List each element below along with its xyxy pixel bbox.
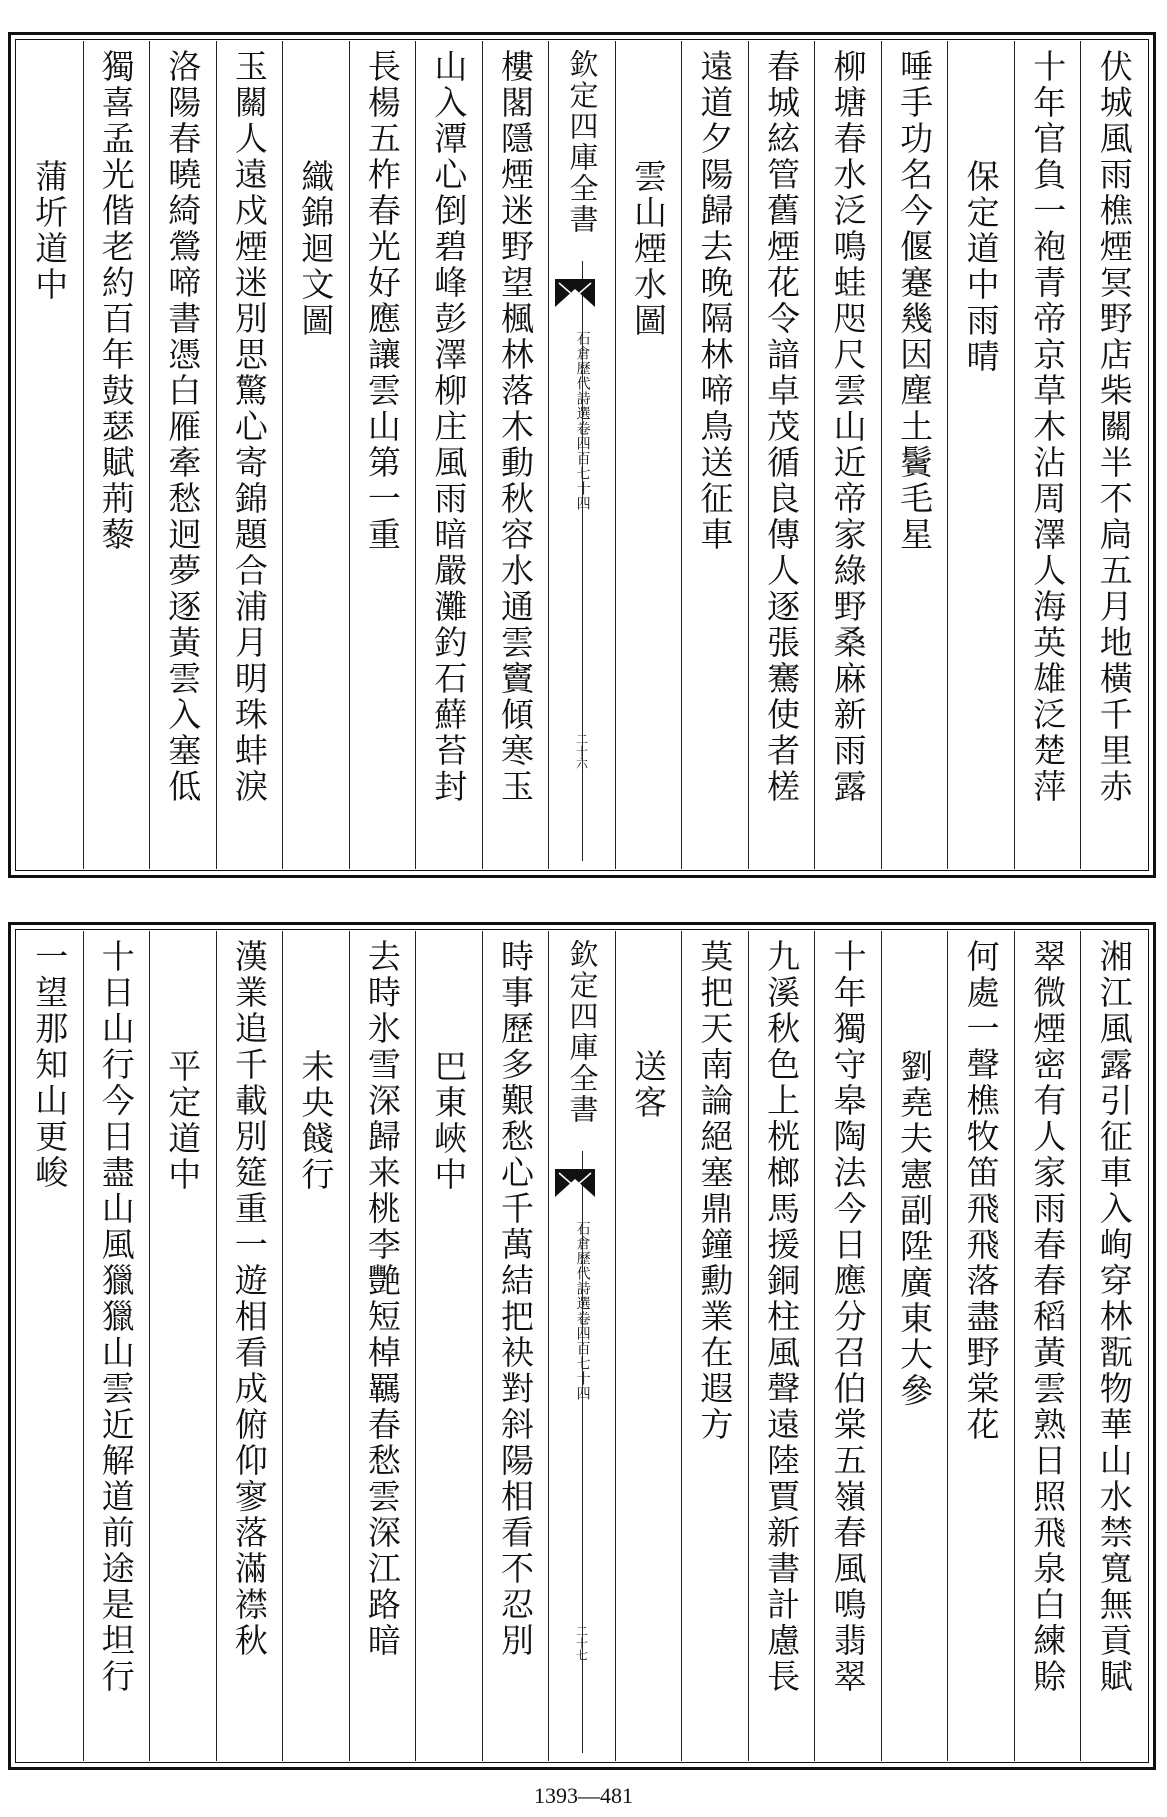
text-column xyxy=(749,931,816,1761)
poem-line: 九溪秋色上桄榔馬援銅柱風聲遠陸賈新書計慮長 xyxy=(762,939,802,1695)
text-column xyxy=(217,41,284,869)
text-column xyxy=(882,931,949,1761)
poem-line-continued: 何處一聲樵牧笛飛飛落盡野棠花 xyxy=(961,939,1001,1443)
volume-number: 卷四百七十四 xyxy=(574,421,591,511)
text-column xyxy=(350,41,417,869)
poem-line: 漢業追千載別筵重一遊相看成俯仰寥落滿襟秋 xyxy=(229,939,269,1659)
text-column xyxy=(682,41,749,869)
text-column xyxy=(150,931,217,1761)
poem-title: 保定道中雨晴 xyxy=(961,159,1001,375)
text-column xyxy=(217,931,284,1761)
text-column xyxy=(17,931,84,1761)
library-title: 欽定四庫全書 xyxy=(565,939,600,1125)
text-column xyxy=(483,931,550,1761)
poem-line: 湘江風露引征車入峋穿林翫物華山水禁寬無貢賦 xyxy=(1094,939,1134,1695)
poem-line: 伏城風雨樵煙冥野店柴關半不扃五月地橫千里赤 xyxy=(1094,49,1134,805)
poem-line: 樓閣隱煙迷野望楓林落木動秋容水通雲竇傾寒玉 xyxy=(495,49,535,805)
poem-title: 平定道中 xyxy=(163,1049,203,1193)
fishtail-mark-icon xyxy=(555,279,595,307)
center-fold xyxy=(549,41,616,869)
poem-line: 十日山行今日盡山風獵獵山雲近解道前途是坦行 xyxy=(96,939,136,1695)
bottom-page xyxy=(8,922,1156,1770)
poem-title: 蒲圻道中 xyxy=(30,159,70,303)
bottom-page-columns xyxy=(17,931,1147,1761)
text-column xyxy=(84,931,151,1761)
poem-line-continued: 唾手功名今偃蹇幾因塵土鬢毛星 xyxy=(895,49,935,553)
poem-title: 雲山煙水圖 xyxy=(629,159,669,339)
text-column xyxy=(882,41,949,869)
text-column xyxy=(350,931,417,1761)
text-column xyxy=(1015,931,1082,1761)
text-column xyxy=(483,41,550,869)
poem-line: 春城絃管舊煙花令諳卓茂循良傳人逐張騫使者槎 xyxy=(762,49,802,805)
leaf-number: 二十七 xyxy=(574,1625,589,1661)
book-title: 石倉歷代詩選 xyxy=(574,1221,591,1311)
poem-title: 送客 xyxy=(629,1049,669,1121)
text-column xyxy=(948,931,1015,1761)
volume-number: 卷四百七十四 xyxy=(574,1311,591,1401)
poem-line: 十年官負一袍青帝京草木沾周澤人海英雄泛楚萍 xyxy=(1028,49,1068,805)
poem-line-continued: 遠道夕陽歸去晚隔林啼鳥送征車 xyxy=(695,49,735,553)
poem-line-continued: 獨喜孟光偕老約百年鼓瑟賦荊藜 xyxy=(96,49,136,553)
poem-title: 劉堯夫憲副陞廣東大參 xyxy=(895,1049,935,1409)
fold-info xyxy=(574,1221,589,1401)
leaf-number: 二十六 xyxy=(574,733,589,769)
poem-line: 去時氷雪深歸来桃李艷短棹羈春愁雲深江路暗 xyxy=(362,939,402,1659)
book-title: 石倉歷代詩選 xyxy=(574,331,591,421)
poem-title: 未央餞行 xyxy=(296,1049,336,1193)
poem-line: 翠微煙密有人家雨春春稻黃雲熟日照飛泉白練賒 xyxy=(1028,939,1068,1695)
poem-line: 十年獨守皋陶法今日應分召伯棠五嶺春風鳴翡翠 xyxy=(828,939,868,1695)
poem-line: 柳塘春水泛鳴蛙咫尺雲山近帝家綠野桑麻新雨露 xyxy=(828,49,868,805)
page-code: 1393—481 xyxy=(534,1783,633,1808)
poem-line: 山入潭心倒碧峰彭澤柳庄風雨暗嚴灘釣石蘚苔封 xyxy=(429,49,469,805)
poem-title: 織錦迴文圖 xyxy=(296,159,336,339)
center-fold xyxy=(549,931,616,1761)
text-column xyxy=(749,41,816,869)
text-column xyxy=(283,41,350,869)
text-column xyxy=(815,931,882,1761)
top-page xyxy=(8,32,1156,878)
text-column xyxy=(416,41,483,869)
poem-line: 洛陽春曉綺鶯啼書憑白雁牽愁迥夢逐黃雲入塞低 xyxy=(163,49,203,805)
library-title: 欽定四庫全書 xyxy=(565,49,600,235)
poem-line-continued: 莫把天南論絕塞鼎鐘勳業在遐方 xyxy=(695,939,735,1443)
text-column xyxy=(150,41,217,869)
text-column xyxy=(682,931,749,1761)
text-column xyxy=(616,41,683,869)
poem-line: 時事歷多艱愁心千萬結把袂對斜陽相看不忍別 xyxy=(495,939,535,1659)
text-column xyxy=(1015,41,1082,869)
text-column xyxy=(283,931,350,1761)
text-column xyxy=(815,41,882,869)
fold-info xyxy=(574,331,589,511)
poem-line-continued: 一望那知山更峻 xyxy=(30,939,70,1191)
text-column xyxy=(616,931,683,1761)
poem-line-continued: 長楊五柞春光好應讓雲山第一重 xyxy=(362,49,402,553)
text-column xyxy=(17,41,84,869)
text-column xyxy=(1081,41,1147,869)
text-column xyxy=(416,931,483,1761)
top-page-columns xyxy=(17,41,1147,869)
text-column xyxy=(84,41,151,869)
poem-title: 巴東峽中 xyxy=(429,1049,469,1193)
text-column xyxy=(948,41,1015,869)
text-column xyxy=(1081,931,1147,1761)
poem-line: 玉關人遠戍煙迷別思驚心寄錦題合浦月明珠蚌淚 xyxy=(229,49,269,805)
fishtail-mark-icon xyxy=(555,1169,595,1197)
